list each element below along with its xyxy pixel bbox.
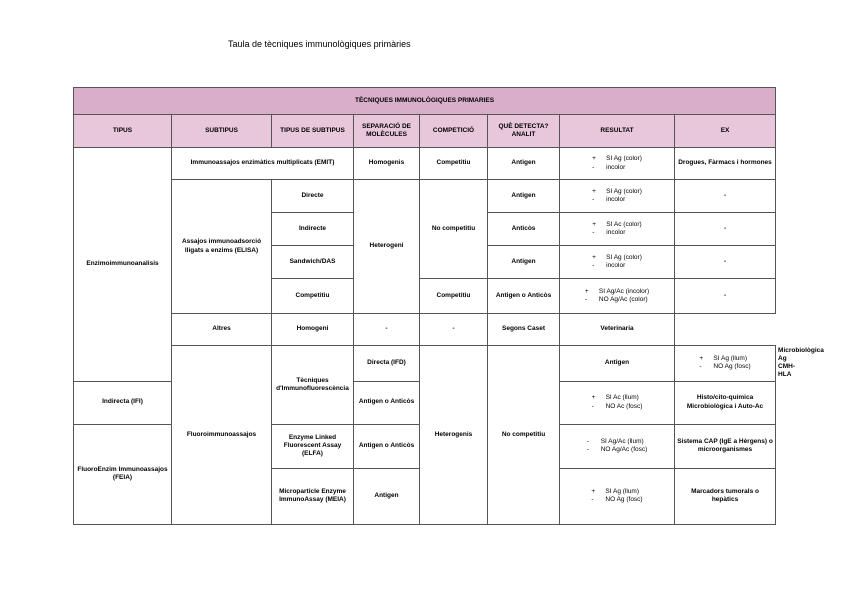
cell-resultat bbox=[560, 468, 675, 524]
result-sign: + bbox=[592, 253, 596, 261]
cell-ex: Sistema CAP (IgE a Hèrgens) o microorganismes bbox=[675, 424, 776, 468]
cell-ex: - bbox=[675, 213, 776, 246]
result-text: SI Ag (color) bbox=[606, 253, 642, 261]
group-enzimoimmunoanalisis: Enzimoimmunoanalisis bbox=[74, 148, 172, 382]
cell-subtipus: FluoroEnzim Immunoassajos (FEIA) bbox=[74, 424, 172, 524]
cell-analit: Antigen bbox=[488, 148, 560, 180]
result-text: NO Ag/Ac (color) bbox=[598, 296, 648, 303]
result-sign: - bbox=[586, 437, 589, 445]
result-sign: - bbox=[699, 363, 702, 371]
table-title-row bbox=[74, 88, 776, 115]
cell-resultat bbox=[560, 213, 675, 246]
cell-analit: - bbox=[420, 314, 488, 346]
result-sign: + bbox=[591, 487, 596, 495]
cell-resultat: Segons Caset bbox=[488, 314, 560, 346]
cell-resultat bbox=[560, 381, 675, 424]
cell-analit: Antigen bbox=[354, 468, 420, 524]
cell-ex: - bbox=[675, 180, 776, 213]
result-sign: + bbox=[591, 394, 596, 402]
header-separacio: SEPARACIÓ DE MOLÈCULES bbox=[354, 115, 420, 148]
header-analit: QUÈ DETECTA? ANALIT bbox=[488, 115, 560, 148]
cell-tipus-subtipus: Indirecta (IFI) bbox=[74, 381, 172, 424]
table-row bbox=[74, 314, 776, 346]
cell-separacio: Homogeni bbox=[272, 314, 354, 346]
group-fluoroimmunoassajos: Fluoroimmunoassajos bbox=[172, 346, 272, 525]
cell-tipus-subtipus: Competitiu bbox=[272, 279, 354, 314]
result-text: incolor bbox=[606, 196, 626, 203]
result-text: NO Ag (fosc) bbox=[605, 496, 643, 503]
result-text: incolor bbox=[606, 163, 626, 171]
result-text: SI Ag (color) bbox=[606, 155, 642, 163]
result-sign: + bbox=[584, 287, 589, 295]
cell-resultat bbox=[560, 246, 675, 279]
cell-competicio: No competitiu bbox=[488, 346, 560, 525]
header-ex: EX bbox=[675, 115, 776, 148]
header-tipus-subtipus: TIPUS DE SUBTIPUS bbox=[272, 115, 354, 148]
cell-resultat bbox=[560, 148, 675, 180]
cell-ex: Drogues, Fàrmacs i hormones bbox=[675, 148, 776, 180]
result-sign: + bbox=[592, 187, 596, 195]
table-row bbox=[74, 180, 776, 213]
table-row: Fluoroimmunoassajos Tècniques d'Immunofluorescència Directa (IFD) Heterogenis No competitiu Antigen + SI Ag (llum) - NO Ag (fosc) Microbiològica Ag CMH-HLA bbox=[74, 346, 776, 382]
result-text: SI Ag (color) bbox=[606, 187, 642, 195]
result-sign: + bbox=[592, 155, 596, 163]
cell-tipus-subtipus: Microparticle Enzyme ImmunoAssay (MEIA) bbox=[272, 468, 354, 524]
cell-separacio: Heterogeni bbox=[354, 180, 420, 314]
cell-analit: Antigen o Anticòs bbox=[354, 381, 420, 424]
result-text: SI Ac (llum) bbox=[605, 394, 639, 402]
cell-ex: Histo/cito-química Microbiològica i Auto-Ac bbox=[675, 381, 776, 424]
result-sign: - bbox=[592, 196, 595, 203]
cell-tipus-subtipus: Directe bbox=[272, 180, 354, 213]
result-text: SI Ag/Ac (incolor) bbox=[598, 287, 650, 295]
cell-tipus-subtipus: Directa (IFD) bbox=[354, 346, 420, 382]
header-row bbox=[74, 115, 776, 148]
cell-ex: Veterinaria bbox=[560, 314, 675, 346]
cell-analit: Antigen o Anticòs bbox=[488, 279, 560, 314]
result-sign: - bbox=[592, 229, 595, 236]
cell-analit: Antigen bbox=[488, 246, 560, 279]
table-title: TÈCNIQUES IMMUNOLÒGIQUES PRIMARIES bbox=[74, 88, 776, 115]
cell-tipus-subtipus: Altres bbox=[172, 314, 272, 346]
result-text: incolor bbox=[606, 229, 626, 236]
table-row bbox=[74, 148, 776, 180]
result-text: SI Ac (color) bbox=[606, 220, 642, 228]
cell-resultat bbox=[560, 279, 675, 314]
result-sign: - bbox=[584, 296, 588, 303]
cell-analit: Anticòs bbox=[488, 213, 560, 246]
result-text: NO Ag/Ac (fosc) bbox=[600, 446, 648, 453]
result-sign: + bbox=[592, 220, 597, 228]
cell-competicio: Competitiu bbox=[420, 148, 488, 180]
cell-resultat bbox=[560, 424, 675, 468]
result-sign: - bbox=[591, 402, 594, 410]
cell-ex: - bbox=[675, 246, 776, 279]
cell-resultat bbox=[560, 180, 675, 213]
cell-subtipus: Assajos immunoadsorció lligats a enzims (ELISA) bbox=[172, 180, 272, 314]
cell-ex: - bbox=[675, 279, 776, 314]
cell-separacio: Heterogenis bbox=[420, 346, 488, 525]
result-text: NO Ag (fosc) bbox=[713, 363, 751, 371]
header-subtipus: SUBTIPUS bbox=[172, 115, 272, 148]
cell-analit: Antigen bbox=[488, 180, 560, 213]
cell-subtipus: Immunoassajos enzimàtics multiplicats (EMIT) bbox=[172, 148, 354, 180]
cell-competicio: No competitiu bbox=[420, 180, 488, 279]
result-sign: - bbox=[591, 496, 594, 503]
result-sign: + bbox=[699, 355, 704, 363]
cell-competicio: Competitiu bbox=[420, 279, 488, 314]
cell-analit: Antigen bbox=[560, 346, 675, 382]
result-sign: - bbox=[592, 163, 595, 171]
page-title: Taula de tècniques immunològiques primàries bbox=[228, 39, 411, 49]
result-text: NO Ac (fosc) bbox=[605, 402, 643, 410]
cell-ex: Marcadors tumorals o hepàtics bbox=[675, 468, 776, 524]
cell-analit: Antigen o Anticòs bbox=[354, 424, 420, 468]
techniques-table bbox=[73, 87, 824, 525]
header-tipus: TIPUS bbox=[74, 115, 172, 148]
result-text: SI Ag (llum) bbox=[713, 355, 747, 363]
result-text: SI Ag (llum) bbox=[605, 487, 639, 495]
cell-tipus-subtipus: Enzyme Linked Fluorescent Assay (ELFA) bbox=[272, 424, 354, 468]
cell-tipus-subtipus: Sandwich/DAS bbox=[272, 246, 354, 279]
cell-competicio: - bbox=[354, 314, 420, 346]
result-sign: - bbox=[592, 262, 595, 269]
cell-resultat bbox=[675, 346, 776, 382]
cell-separacio: Homogenis bbox=[354, 148, 420, 180]
result-sign: - bbox=[586, 446, 589, 453]
cell-subtipus: Tècniques d'Immunofluorescència bbox=[272, 346, 354, 425]
header-competicio: COMPETICIÓ bbox=[420, 115, 488, 148]
cell-tipus-subtipus: Indirecte bbox=[272, 213, 354, 246]
header-resultat: RESULTAT bbox=[560, 115, 675, 148]
result-text: SI Ag/Ac (llum) bbox=[600, 437, 644, 445]
result-text: incolor bbox=[606, 262, 626, 269]
